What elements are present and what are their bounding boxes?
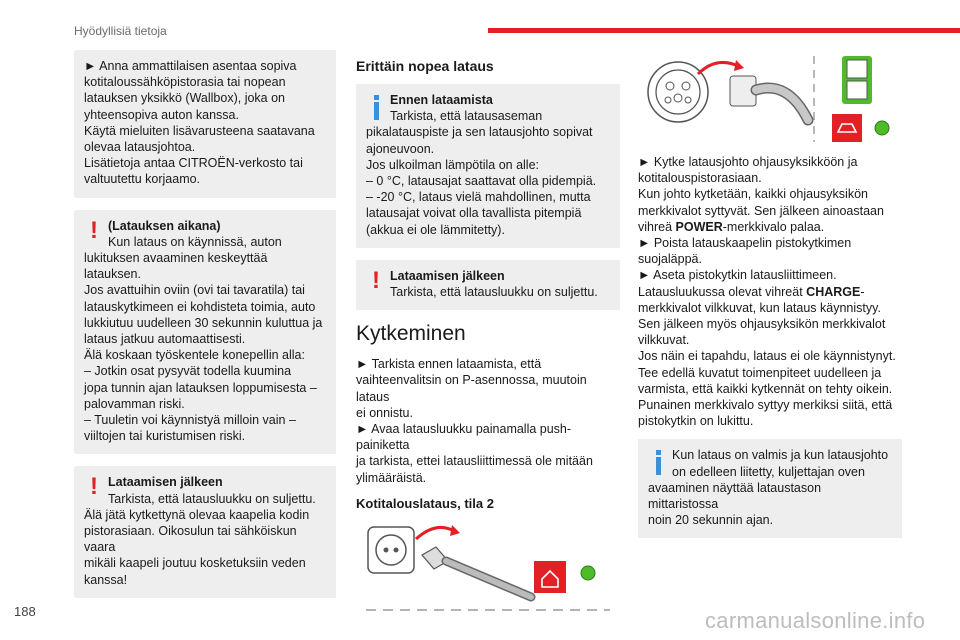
- para-line: ► Tarkista ennen lataamista, että: [356, 357, 542, 372]
- info-line: noin 20 sekunnin ajan.: [648, 513, 774, 528]
- tip-line: olevaa latausjohtoa.: [84, 140, 196, 155]
- info-title: Ennen lataamista: [390, 93, 493, 107]
- warning-line: lukkiutuu uudelleen 30 sekunnin kuluttua ja: [84, 315, 323, 330]
- info-line: (akkua ei ole lämmitetty).: [366, 222, 505, 237]
- info-line: avaaminen näyttää lataustason mittaristossa: [648, 480, 822, 512]
- tip-line: yhteensopiva auton kanssa.: [84, 107, 239, 122]
- para-line: merkkivalot syttyvät. Sen jälkeen ainoastaan: [638, 203, 884, 218]
- tip-line: kotitaloussähköpistorasia tai nopean: [84, 75, 286, 90]
- info-line: Tarkista, että latausaseman: [390, 109, 543, 124]
- para-line: pistokytkin on lukittu.: [638, 414, 754, 429]
- charge-line: [638, 284, 902, 300]
- warning-title: Lataamisen jälkeen: [108, 475, 223, 490]
- para-line: kotitalouspistorasiaan.: [638, 171, 762, 186]
- info-box-before-charging: [356, 84, 620, 248]
- info-icon: [648, 448, 668, 476]
- warning-box-after-charging-2: [356, 260, 620, 310]
- power-prefix: vihreä: [638, 219, 676, 234]
- column-left: [74, 50, 336, 610]
- para-line: Tee edellä kuvatut toimenpiteet uudelleen ja: [638, 365, 882, 380]
- warning-line: mikäli kaapeli joutuu kosketuksiin veden: [84, 556, 306, 571]
- column-right: [638, 50, 902, 550]
- para-line: ► Avaa latausluukku painamalla push-painiketta: [356, 422, 572, 453]
- power-suffix: -merkkivalo palaa.: [722, 219, 825, 234]
- para-line: suojaläppä.: [638, 252, 702, 267]
- info-line: ajoneuvoon.: [366, 141, 435, 156]
- watermark: carmanualsonline.info: [705, 608, 926, 633]
- info-line: Kun lataus on valmis ja kun latausjohto: [672, 448, 889, 463]
- exclamation-icon: !: [90, 216, 98, 244]
- charge-prefix: Latausluukussa olevat vihreät: [638, 284, 807, 299]
- header-accent-bar: [488, 28, 960, 33]
- power-word: POWER: [675, 219, 723, 234]
- warning-line: Kun lataus on käynnissä, auton: [108, 234, 282, 249]
- warning-line: latauskytkimeen ei kohdisteta toimia, auto: [84, 299, 316, 314]
- home-socket-illustration: [356, 517, 620, 622]
- para-line: ja tarkista, ettei latausliittimessä ole mitään: [356, 454, 593, 469]
- section-title: Hyödyllisiä tietoja: [74, 24, 167, 38]
- para-line: vaihteenvalitsin on P-asennossa, muutoin lataus: [356, 373, 587, 404]
- info-line: – 0 °C, latausajat saattavat olla pidempiä.: [366, 174, 597, 189]
- power-line: [638, 219, 902, 235]
- para-line: ylimääräistä.: [356, 470, 427, 485]
- para-line: Jos näin ei tapahdu, lataus ei ole käynnistynyt.: [638, 349, 896, 364]
- para-line: vilkkuvat.: [638, 333, 690, 348]
- info-line: Jos ulkoilman lämpötila on alle:: [366, 157, 540, 172]
- exclamation-icon: !: [90, 473, 98, 501]
- info-line: pikalatauspiste ja sen latausjohto sopivat: [366, 125, 593, 140]
- warning-line: viiltojen tai kuristumisen riski.: [84, 429, 246, 444]
- para-line: ► Aseta pistokytkin latausliittimeen.: [638, 268, 837, 283]
- para-line: varmista, että kaikki kytkennät on tehty oikein.: [638, 381, 893, 396]
- info-line: latausajat voivat olla tavallista pitempiä: [366, 206, 582, 221]
- warning-line: Jos avattuihin oviin (ovi tai tavaratila) tai: [84, 283, 305, 298]
- warning-line: – Tuuletin voi käynnistyä milloin vain –: [84, 413, 296, 428]
- info-line: on edelleen liitetty, kuljettajan oven: [672, 464, 865, 479]
- warning-line: Tarkista, että latausluukku on suljettu.: [390, 285, 598, 300]
- socket-plug-drawing: [356, 517, 620, 617]
- para-line: ► Poista latauskaapelin pistokytkimen: [638, 236, 852, 251]
- tip-line: Lisätietoja antaa CITROËN-verkosto tai: [84, 156, 303, 171]
- warning-line: Älä jätä kytkettynä olevaa kaapelia kodin: [84, 507, 310, 522]
- warning-line: pistorasiaan. Oikosulun tai sähköiskun vaara: [84, 524, 297, 555]
- para-line: Punainen merkkivalo syttyy merkiksi siitä, että: [638, 398, 893, 413]
- warning-box-after-charging: [74, 466, 336, 597]
- heading-fast-charging: Erittäin nopea lataus: [356, 58, 494, 74]
- connect-steps: [638, 154, 902, 429]
- warning-line: jopa tunnin ajan latauksen loppumisesta –: [84, 380, 317, 395]
- info-box-charge-complete: [638, 439, 902, 538]
- charge-word: CHARGE: [806, 284, 861, 299]
- para-line: Sen jälkeen myös ohjausyksikön merkkivalot: [638, 317, 886, 332]
- warning-line: palovamman riski.: [84, 396, 185, 411]
- heading-home-charging: Kotitalouslataus, tila 2: [356, 495, 494, 511]
- para-line: ► Kytke latausjohto ohjausyksikköön ja: [638, 155, 858, 169]
- tip-box: [74, 50, 336, 198]
- para-line: Kun johto kytketään, kaikki ohjausyksikön: [638, 187, 868, 202]
- column-middle: [356, 50, 620, 622]
- para-line: ei onnistu.: [356, 405, 413, 420]
- heading-connecting: Kytkeminen: [356, 322, 466, 346]
- warning-line: lataus jatkuu automaattisesti.: [84, 332, 246, 347]
- info-icon: [366, 93, 386, 121]
- warning-title: Lataamisen jälkeen: [390, 268, 505, 283]
- connector-drawing: [638, 50, 902, 146]
- charging-connector-illustration: [638, 50, 902, 146]
- warning-line: kanssa!: [84, 572, 128, 587]
- warning-title: (Latauksen aikana): [108, 218, 221, 233]
- tip-line: latauksen yksikkö (Wallbox), joka on: [84, 91, 286, 106]
- warning-line: Älä koskaan työskentele konepellin alla:: [84, 348, 305, 363]
- tip-line: Käytä mieluiten lisävarusteena saatavana: [84, 123, 315, 138]
- para-line: merkkivalot vilkkuvat, kun lataus käynnistyy.: [638, 300, 881, 315]
- exclamation-icon: !: [372, 266, 380, 294]
- connect-instructions: [356, 356, 620, 486]
- warning-line: Tarkista, että latausluukku on suljettu.: [108, 491, 316, 506]
- tip-line: valtuutettu korjaamo.: [84, 172, 201, 187]
- warning-line: lukituksen avaaminen keskeyttää latauksen.: [84, 251, 268, 282]
- warning-line: – Jotkin osat pysyvät todella kuumina: [84, 364, 292, 379]
- info-line: – -20 °C, lataus vielä mahdollinen, mutta: [366, 190, 591, 205]
- tip-line: ► Anna ammattilaisen asentaa sopiva: [84, 59, 297, 73]
- charge-suffix: -: [860, 284, 865, 299]
- warning-box-during-charging: [74, 210, 336, 455]
- page-number: 188: [14, 604, 36, 619]
